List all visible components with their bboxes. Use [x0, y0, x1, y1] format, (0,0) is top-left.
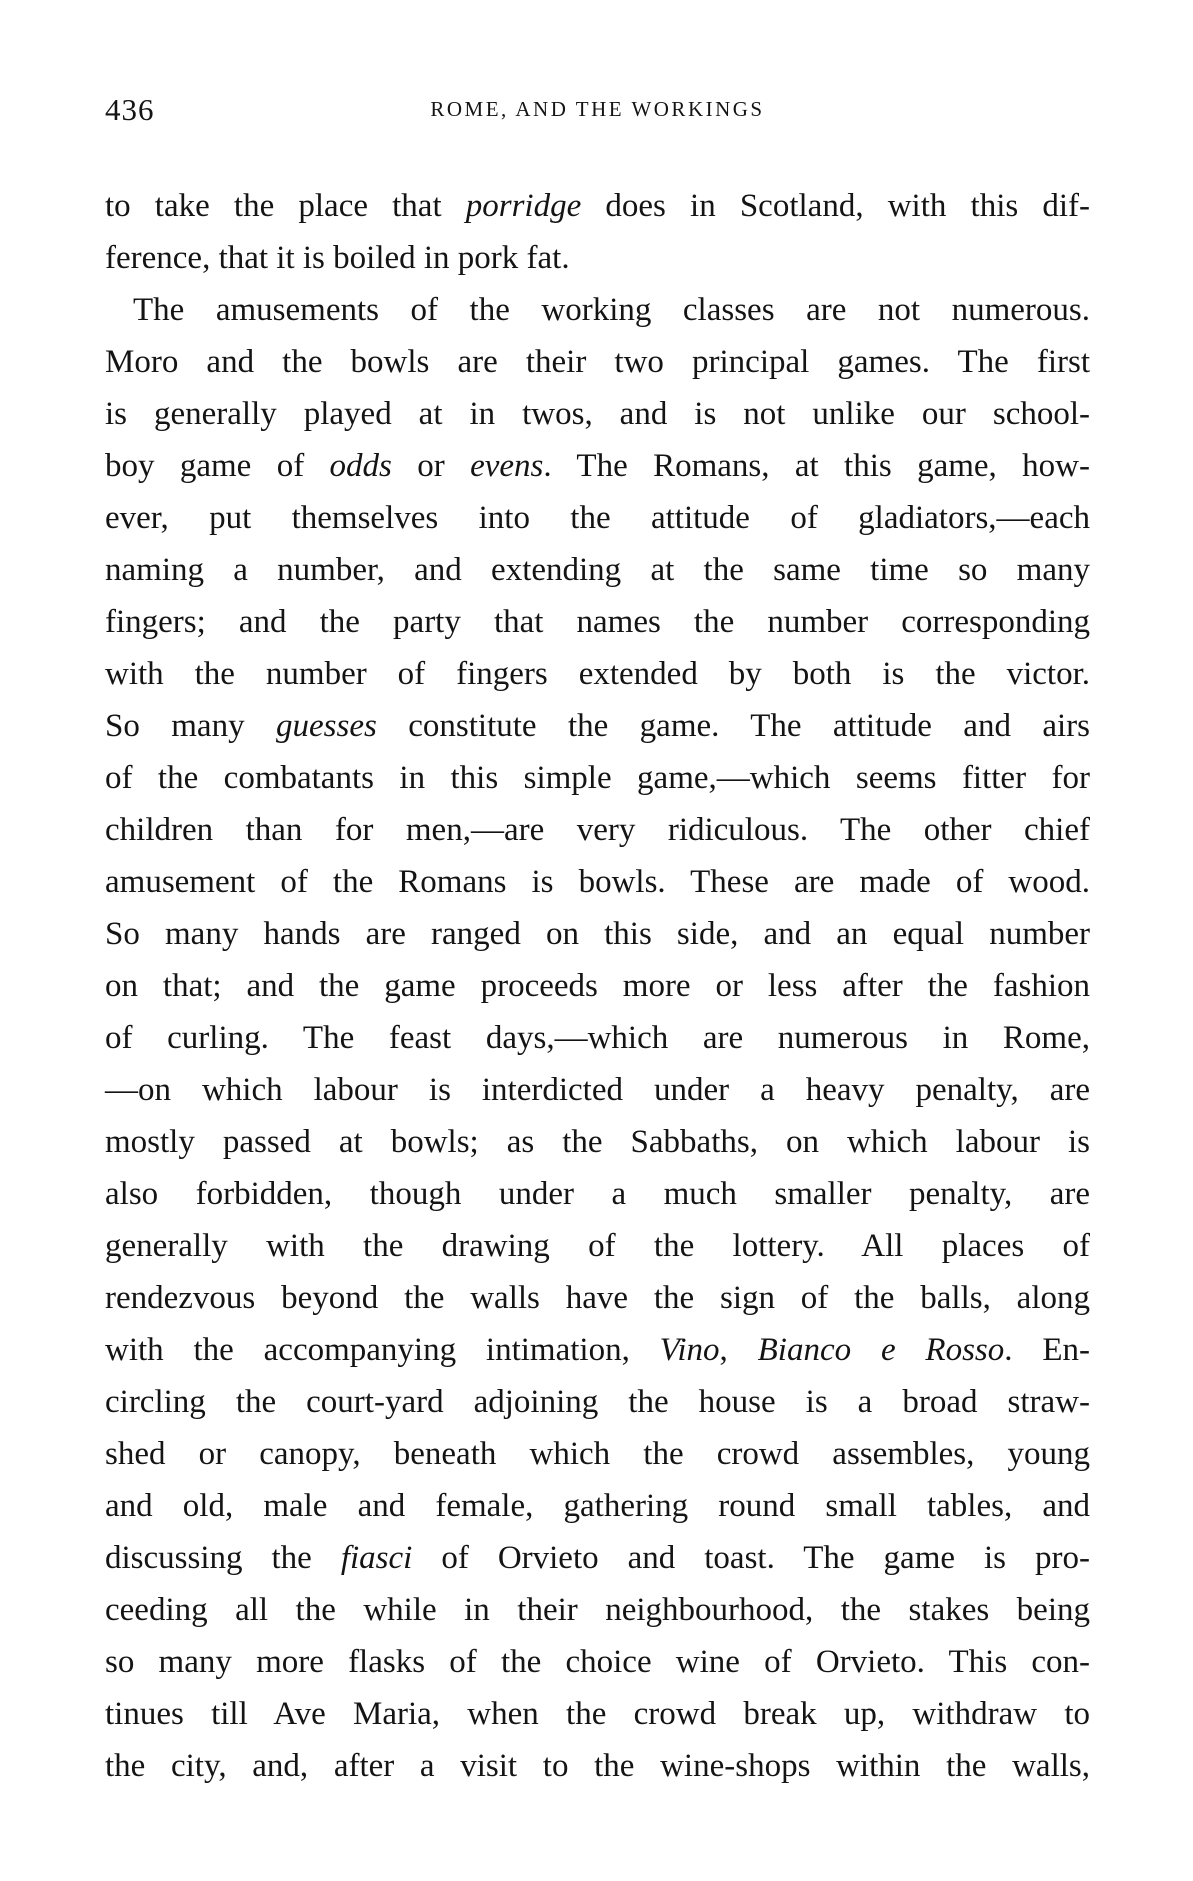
text-segment: constitute the game. The attitude and airs — [376, 708, 1091, 744]
text-segment: generally with the drawing of the lottery. All places of — [105, 1228, 1090, 1264]
text-line — [105, 180, 1090, 232]
text-line — [105, 1584, 1090, 1636]
text-line — [105, 1740, 1090, 1792]
page-number: 436 — [105, 92, 155, 127]
text-segment: circling the court-yard adjoining the house is a broad straw- — [105, 1384, 1090, 1420]
text-segment: of the combatants in this simple game,—which seems fitter for — [105, 760, 1090, 796]
text-line — [105, 1480, 1090, 1532]
text-line — [105, 1324, 1090, 1376]
text-line — [105, 1636, 1090, 1688]
body-text — [105, 180, 1090, 1792]
text-segment: or — [391, 448, 471, 484]
text-segment: boy game of — [105, 448, 330, 484]
text-line — [105, 336, 1090, 388]
text-segment: with the number of fingers extended by both is the victor. — [105, 656, 1090, 692]
text-line — [105, 1012, 1090, 1064]
text-line — [105, 1220, 1090, 1272]
text-segment: naming a number, and extending at the same time so many — [105, 552, 1090, 588]
text-segment: ever, put themselves into the attitude of gladiators,—each — [105, 500, 1090, 536]
text-segment: ceeding all the while in their neighbourhood, the stakes being — [105, 1592, 1090, 1628]
text-segment: ference, that it is boiled in pork fat. — [105, 240, 570, 276]
text-line — [105, 908, 1090, 960]
text-segment: Moro and the bowls are their two principal games. The first — [105, 344, 1090, 380]
text-segment: the city, and, after a visit to the wine-shops within the walls, — [105, 1748, 1090, 1784]
text-line — [105, 492, 1090, 544]
italic-text: fiasci — [340, 1540, 413, 1576]
text-segment: , — [719, 1332, 758, 1368]
text-line — [105, 1116, 1090, 1168]
text-line — [105, 1376, 1090, 1428]
text-line — [105, 596, 1090, 648]
text-segment: . En- — [1004, 1332, 1091, 1368]
text-segment: . The Romans, at this game, how- — [543, 448, 1090, 484]
text-line — [105, 1532, 1090, 1584]
text-segment: does in Scotland, with this dif- — [581, 188, 1090, 224]
italic-text: Vino — [659, 1332, 720, 1368]
text-line — [105, 700, 1090, 752]
text-segment: on that; and the game proceeds more or less after the fashion — [105, 968, 1090, 1004]
text-segment: with the accompanying intimation, — [105, 1332, 660, 1368]
text-segment: of curling. The feast days,—which are numerous in Rome, — [105, 1020, 1090, 1056]
text-segment: shed or canopy, beneath which the crowd assembles, young — [105, 1436, 1090, 1472]
text-line — [105, 232, 1090, 284]
text-line — [105, 960, 1090, 1012]
text-line — [105, 804, 1090, 856]
text-line — [105, 648, 1090, 700]
text-line — [105, 752, 1090, 804]
text-segment: mostly passed at bowls; as the Sabbaths, on which labour is — [105, 1124, 1090, 1160]
text-line — [105, 544, 1090, 596]
text-segment: —on which labour is interdicted under a heavy penalty, are — [105, 1072, 1090, 1108]
text-segment: children than for men,—are very ridiculous. The other chief — [105, 812, 1090, 848]
text-line — [105, 1272, 1090, 1324]
running-head — [105, 92, 1090, 132]
text-segment: discussing the — [105, 1540, 341, 1576]
text-segment: The amusements of the working classes are not numerous. — [133, 292, 1090, 328]
italic-text: guesses — [276, 708, 377, 744]
text-segment: fingers; and the party that names the number corresponding — [105, 604, 1090, 640]
text-segment: tinues till Ave Maria, when the crowd break up, withdraw to — [105, 1696, 1090, 1732]
text-segment: to take the place that — [105, 188, 466, 224]
text-line — [105, 1688, 1090, 1740]
text-line — [105, 1168, 1090, 1220]
text-segment: So many — [105, 708, 276, 744]
text-segment: is generally played at in twos, and is not unlike our school- — [105, 396, 1090, 432]
text-line — [105, 1064, 1090, 1116]
text-line — [105, 856, 1090, 908]
text-segment: amusement of the Romans is bowls. These are made of wood. — [105, 864, 1090, 900]
text-segment: also forbidden, though under a much smaller penalty, are — [105, 1176, 1090, 1212]
text-line — [105, 440, 1090, 492]
italic-text: evens — [470, 448, 544, 484]
text-segment: rendezvous beyond the walls have the sign of the balls, along — [105, 1280, 1090, 1316]
text-segment: So many hands are ranged on this side, and an equal number — [105, 916, 1090, 952]
italic-text: porridge — [465, 188, 582, 224]
text-line — [105, 284, 1090, 336]
text-segment: so many more flasks of the choice wine of Orvieto. This con- — [105, 1644, 1090, 1680]
text-line — [105, 1428, 1090, 1480]
text-segment: and old, male and female, gathering round small tables, and — [105, 1488, 1090, 1524]
running-head-title: ROME, AND THE WORKINGS — [430, 97, 765, 121]
text-segment: of Orvieto and toast. The game is pro- — [412, 1540, 1090, 1576]
italic-text: odds — [329, 448, 392, 484]
text-line — [105, 388, 1090, 440]
italic-text: Bianco e Rosso — [757, 1332, 1005, 1368]
